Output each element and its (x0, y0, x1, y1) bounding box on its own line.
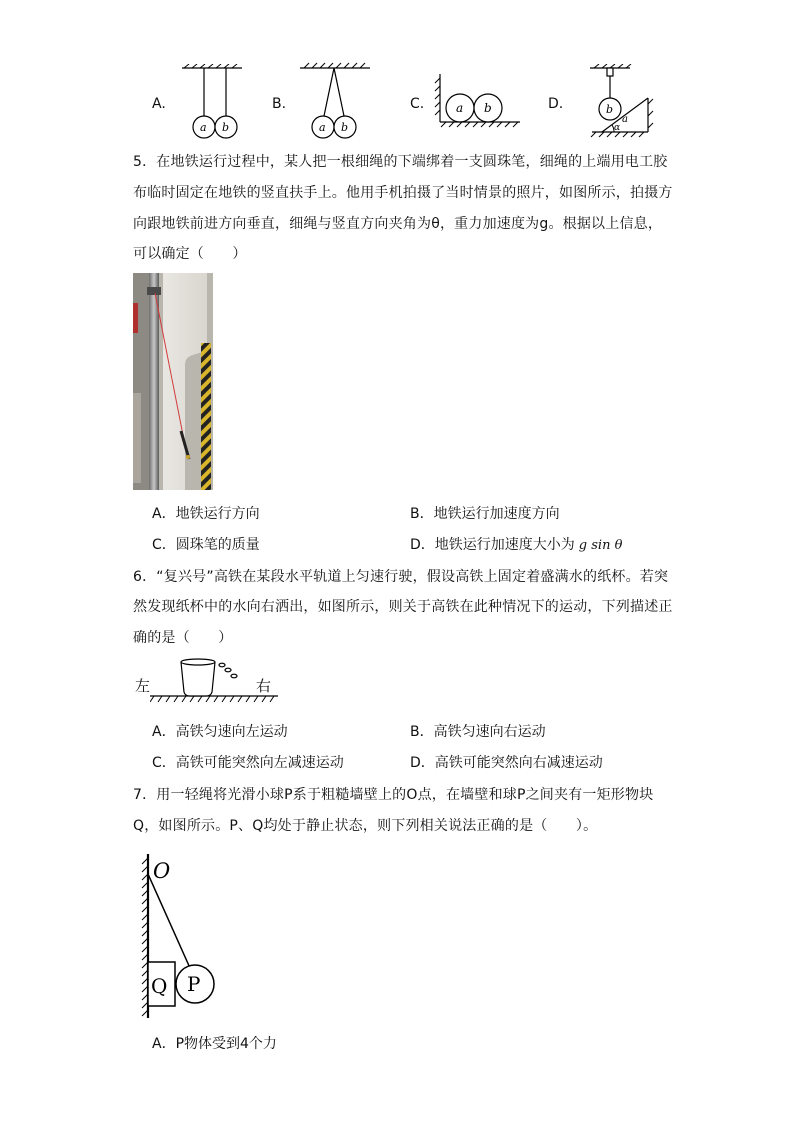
q5-option-b: B．地铁运行加速度方向 (410, 506, 560, 522)
q6-stem-line-3: 确的是（ ） (133, 630, 233, 646)
q5-stem-line-3: 向跟地铁前进方向垂直，细绳与竖直方向夹角为θ，重力加速度为g。根据以上信息， (133, 216, 663, 232)
q5-option-d (410, 535, 622, 556)
option-b-ball-a: a (319, 121, 326, 134)
q7-option-a: A．P物体受到4个力 (152, 1036, 277, 1052)
option-b-letter: B. (272, 96, 287, 112)
option-c-diagram (432, 72, 524, 132)
option-c-letter: C. (410, 96, 425, 112)
q6-option-b: B．高铁匀速向右运动 (410, 724, 546, 740)
q6-paper-cup-figure (150, 656, 280, 706)
option-a-diagram (176, 64, 248, 140)
q7-point-o-label: O (153, 859, 171, 883)
q6-stem-line-1: 6．“复兴号”高铁在某段水平轨道上匀速行驶，假设高铁上固定着盛满水的纸杯。若突 (133, 569, 669, 585)
q6-option-a: A．高铁匀速向左运动 (152, 724, 288, 740)
option-d-angle-alpha: α (614, 123, 621, 133)
option-d-ball-b: b (606, 103, 614, 116)
q5-option-c: C．圆珠笔的质量 (152, 537, 260, 553)
q6-left-label: 左 (135, 677, 151, 695)
q5-stem-line-1: 5．在地铁运行过程中，某人把一根细绳的下端绑着一支圆珠笔，细绳的上端用电工胶 (133, 154, 668, 170)
q5-option-d-formula: g sin θ (578, 538, 623, 553)
q6-stem-line-2: 然发现纸杯中的水向右洒出，如图所示，则关于高铁在此种情况下的运动，下列描述正 (133, 599, 673, 615)
option-a-ball-a: a (200, 121, 207, 134)
option-c-ball-a: a (456, 101, 464, 115)
q7-stem-line-2: Q，如图所示。P、Q均处于静止状态，则下列相关说法正确的是（ ）。 (133, 818, 598, 834)
q5-option-d-text: D．地铁运行加速度大小为 (410, 537, 575, 553)
option-d-diagram (586, 64, 656, 140)
q6-option-c: C．高铁可能突然向左减速运动 (152, 755, 344, 771)
q7-block-q-label: Q (151, 974, 168, 998)
option-b-diagram (296, 62, 376, 140)
q6-option-d: D．高铁可能突然向右减速运动 (410, 755, 603, 771)
option-c-ball-b: b (484, 101, 492, 115)
option-a-letter: A. (152, 96, 166, 112)
option-a-ball-b: b (222, 121, 230, 134)
q7-ball-p-label: P (187, 972, 201, 996)
q5-stem-line-4: 可以确定（ ） (133, 246, 247, 262)
q5-stem-line-2: 布临时固定在地铁的竖直扶手上。他用手机拍摄了当时情景的照片，如图所示，拍摄方 (133, 185, 673, 201)
q6-right-label: 右 (256, 677, 272, 695)
option-d-letter: D. (548, 96, 564, 112)
q5-option-a: A．地铁运行方向 (152, 506, 260, 522)
subway-handrail-photo (133, 273, 213, 490)
q7-wall-ball-block-figure (134, 852, 224, 1022)
option-d-ball-a: a (622, 114, 628, 125)
option-b-ball-b: b (341, 121, 349, 134)
q7-stem-line-1: 7．用一轻绳将光滑小球P系于粗糙墙壁上的O点，在墙壁和球P之间夹有一矩形物块 (133, 787, 654, 803)
